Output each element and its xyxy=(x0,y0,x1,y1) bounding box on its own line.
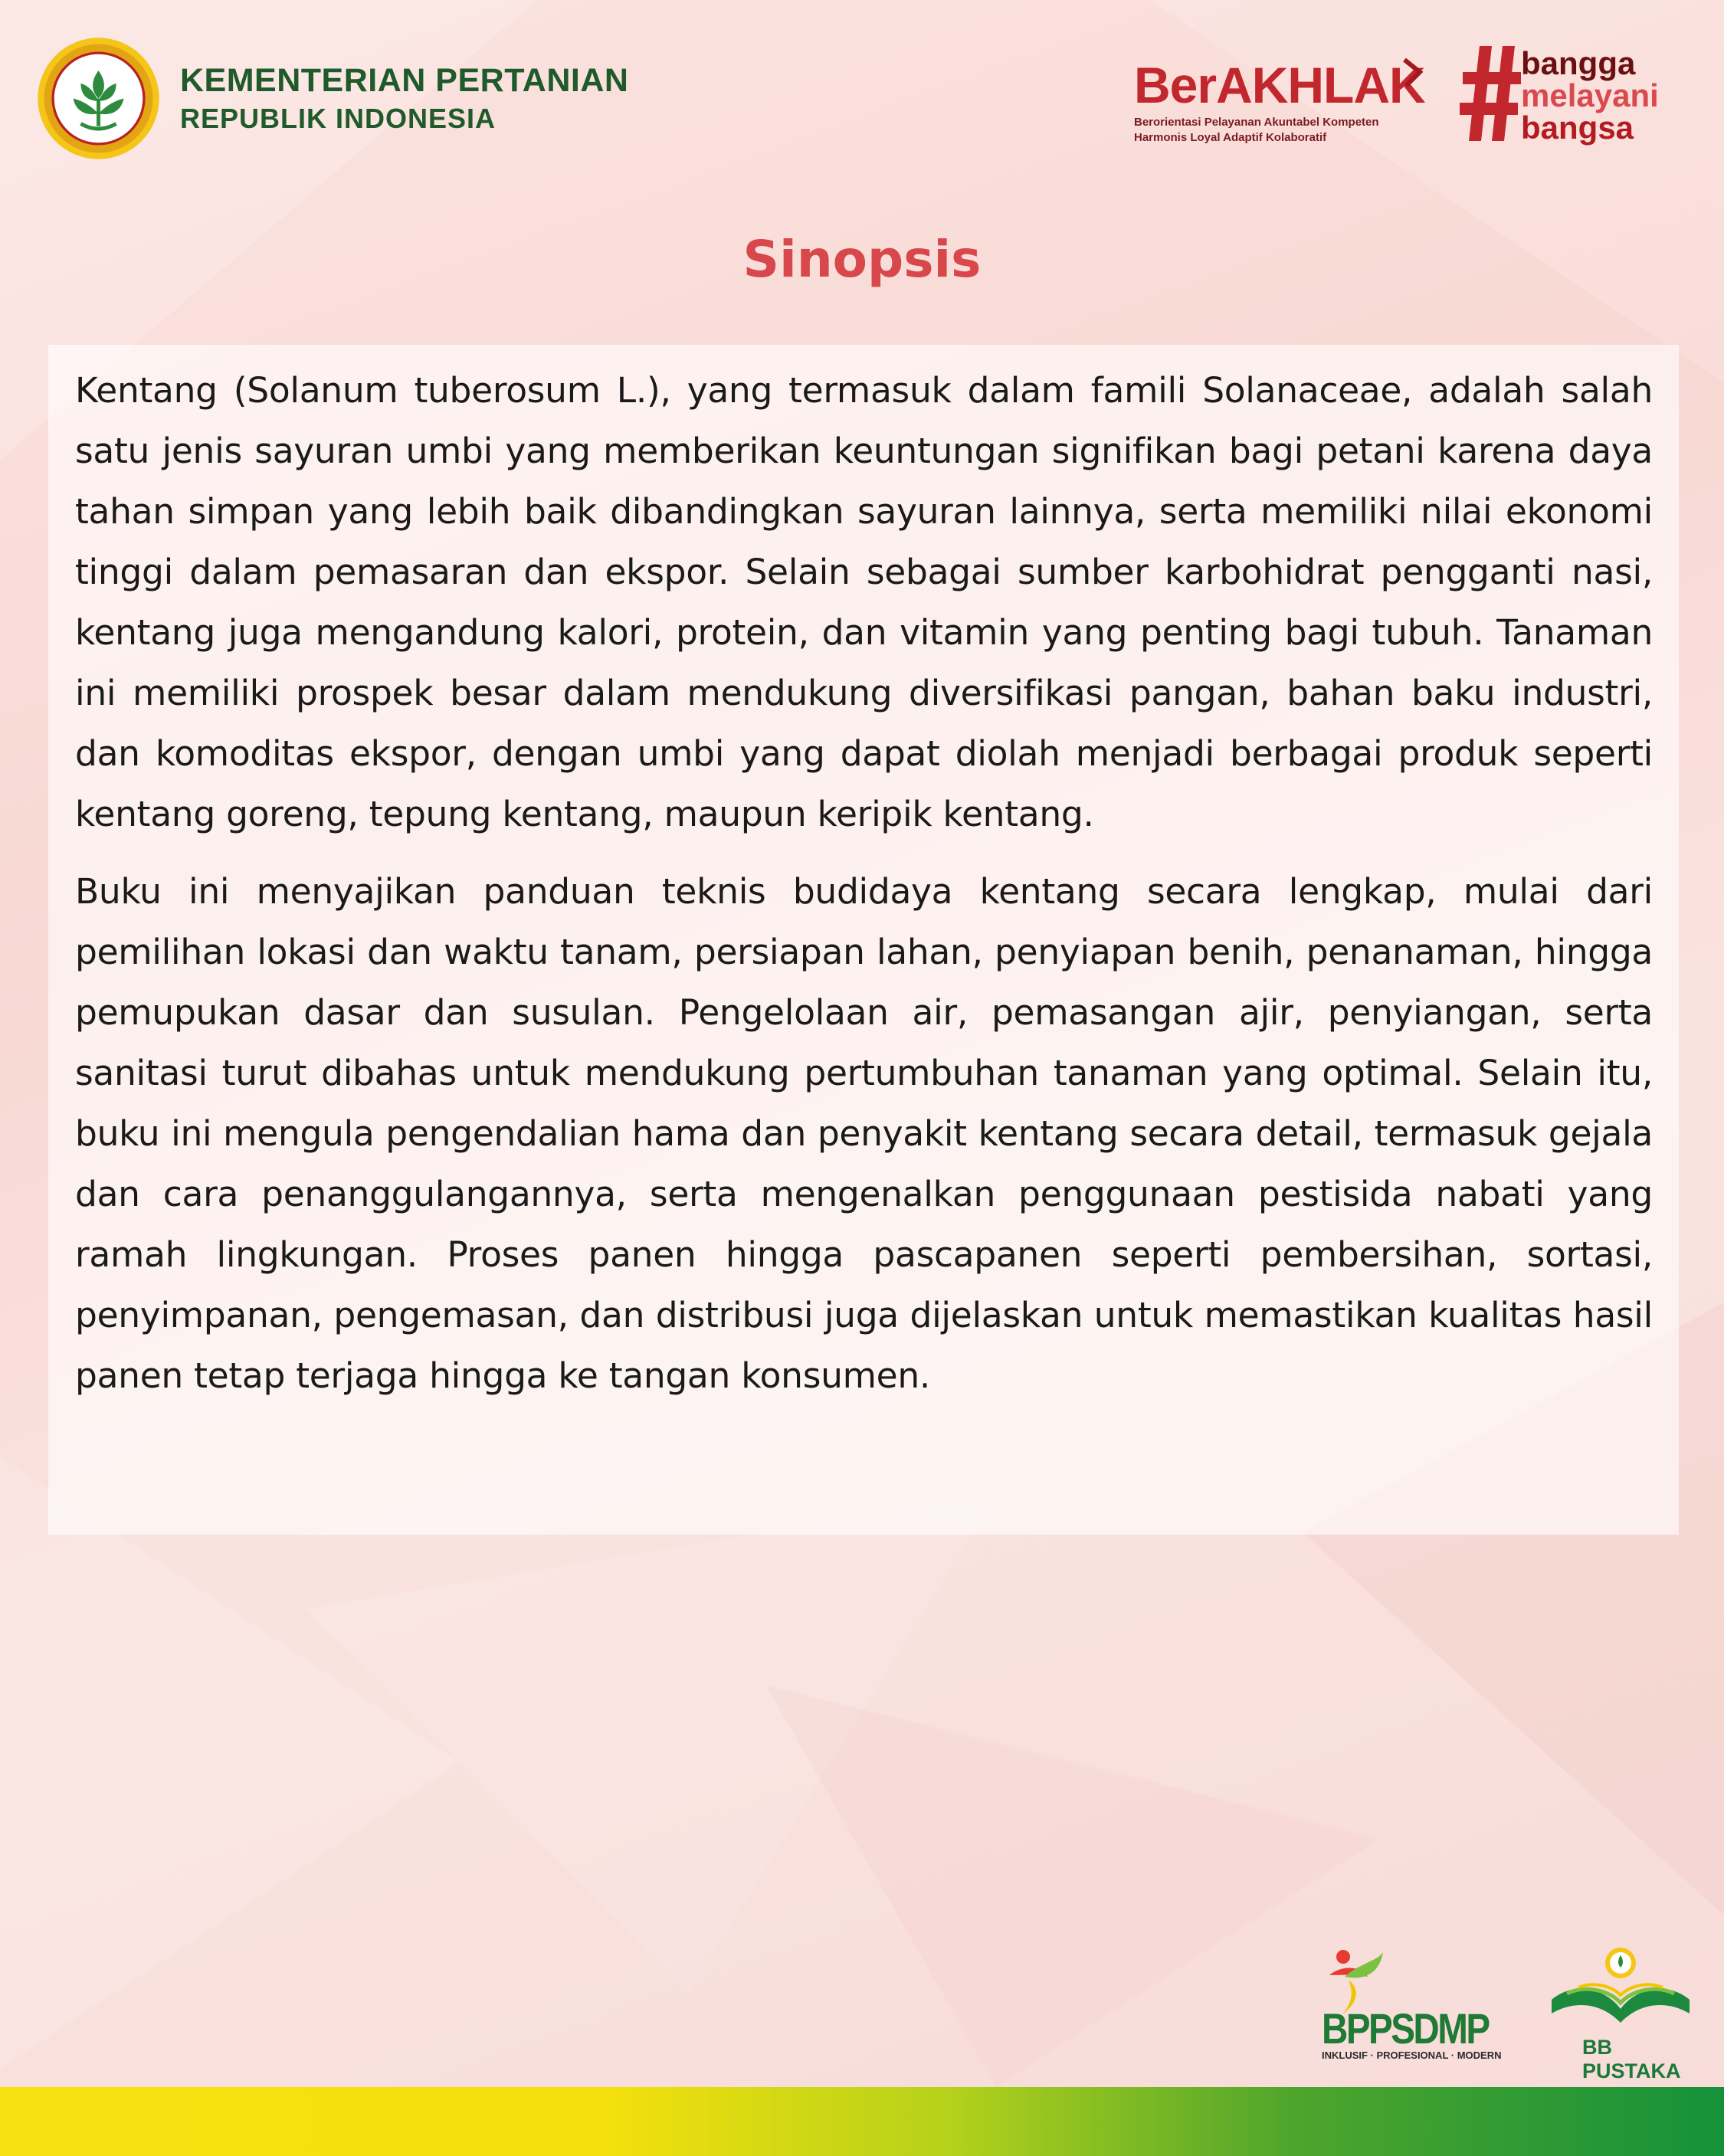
bangga-line-2: melayani xyxy=(1521,77,1659,113)
bottom-color-bar xyxy=(0,2087,1724,2156)
synopsis-content xyxy=(48,345,1679,1535)
berakhlak-tagline-2: Harmonis Loyal Adaptif Kolaboratif xyxy=(1134,131,1327,145)
bangga-line-1: bangga xyxy=(1521,45,1636,81)
bangga-line-3: bangsa xyxy=(1521,110,1634,146)
hashtag-icon xyxy=(1460,46,1522,141)
bppsdmp-wordmark: BPPSDMP xyxy=(1322,2004,1489,2053)
org-title: KEMENTERIAN PERTANIAN xyxy=(180,61,629,99)
ministry-header xyxy=(35,35,628,162)
org-subtitle: REPUBLIK INDONESIA xyxy=(180,103,497,135)
synopsis-paragraph-1: Kentang (Solanum tuberosum L.), yang termasuk dalam famili Solanaceae, adalah salah satu jenis sayuran umbi yang memberikan keuntungan signifikan bagi petani karena daya tahan simpan yang lebih baik dibandingkan sayuran lainnya, serta memiliki nilai ekonomi tinggi dalam pemasaran dan ekspor. Selain sebagai sumber karbohidrat pengganti nasi, kentang juga mengandung kalori, protein, dan vitamin yang penting bagi tubuh. Tanaman ini memiliki prospek besar dalam mendukung diversifikasi pangan, bahan baku industri, dan komoditas ekspor, dengan umbi yang dapat diolah menjadi berbagai produk seperti kentang goreng, tepung kentang, maupun keripik kentang. xyxy=(75,370,1653,834)
bbpustaka-wordmark: BB PUSTAKA xyxy=(1582,2036,1681,2082)
footer-logos xyxy=(1283,1946,1697,2082)
synopsis-paragraph-2: Buku ini menyajikan panduan teknis budidaya kentang secara lengkap, mulai dari pemilihan lokasi dan waktu tanam, persiapan lahan, penyiapan benih, penanaman, hingga pemupukan dasar dan susulan. Pengelolaan air, pemasangan ajir, penyiangan, serta sanitasi turut dibahas untuk mendukung pertumbuhan tanaman yang optimal. Selain itu, buku ini mengula pengendalian hama dan penyakit kentang secara detail, termasuk gejala dan cara penanggulangannya, serta mengenalkan penggunaan pestisida nabati yang ramah lingkungan. Proses panen hingga pascapanen seperti pembersihan, sortasi, penyimpanan, pengemasan, dan distribusi juga dijelaskan untuk memastikan kualitas hasil panen tetap terjaga hingga ke tangan konsumen. xyxy=(75,871,1653,1396)
kementan-logo-icon xyxy=(35,35,162,162)
berakhlak-arrow-icon xyxy=(1398,57,1424,90)
bangga-melayani-bangsa xyxy=(1521,45,1659,146)
berakhlak-tagline-1: Berorientasi Pelayanan Akuntabel Kompeten xyxy=(1134,116,1379,129)
bppsdmp-tagline: INKLUSIF · PROFESIONAL · MODERN xyxy=(1322,2050,1502,2061)
page-title: Sinopsis xyxy=(742,230,982,289)
berakhlak-word: BerAKHLAK xyxy=(1134,57,1425,113)
berakhlak-logo xyxy=(1134,57,1425,146)
berakhlak-branding xyxy=(1134,31,1686,153)
bbpustaka-logo-icon xyxy=(1544,1946,1697,2034)
